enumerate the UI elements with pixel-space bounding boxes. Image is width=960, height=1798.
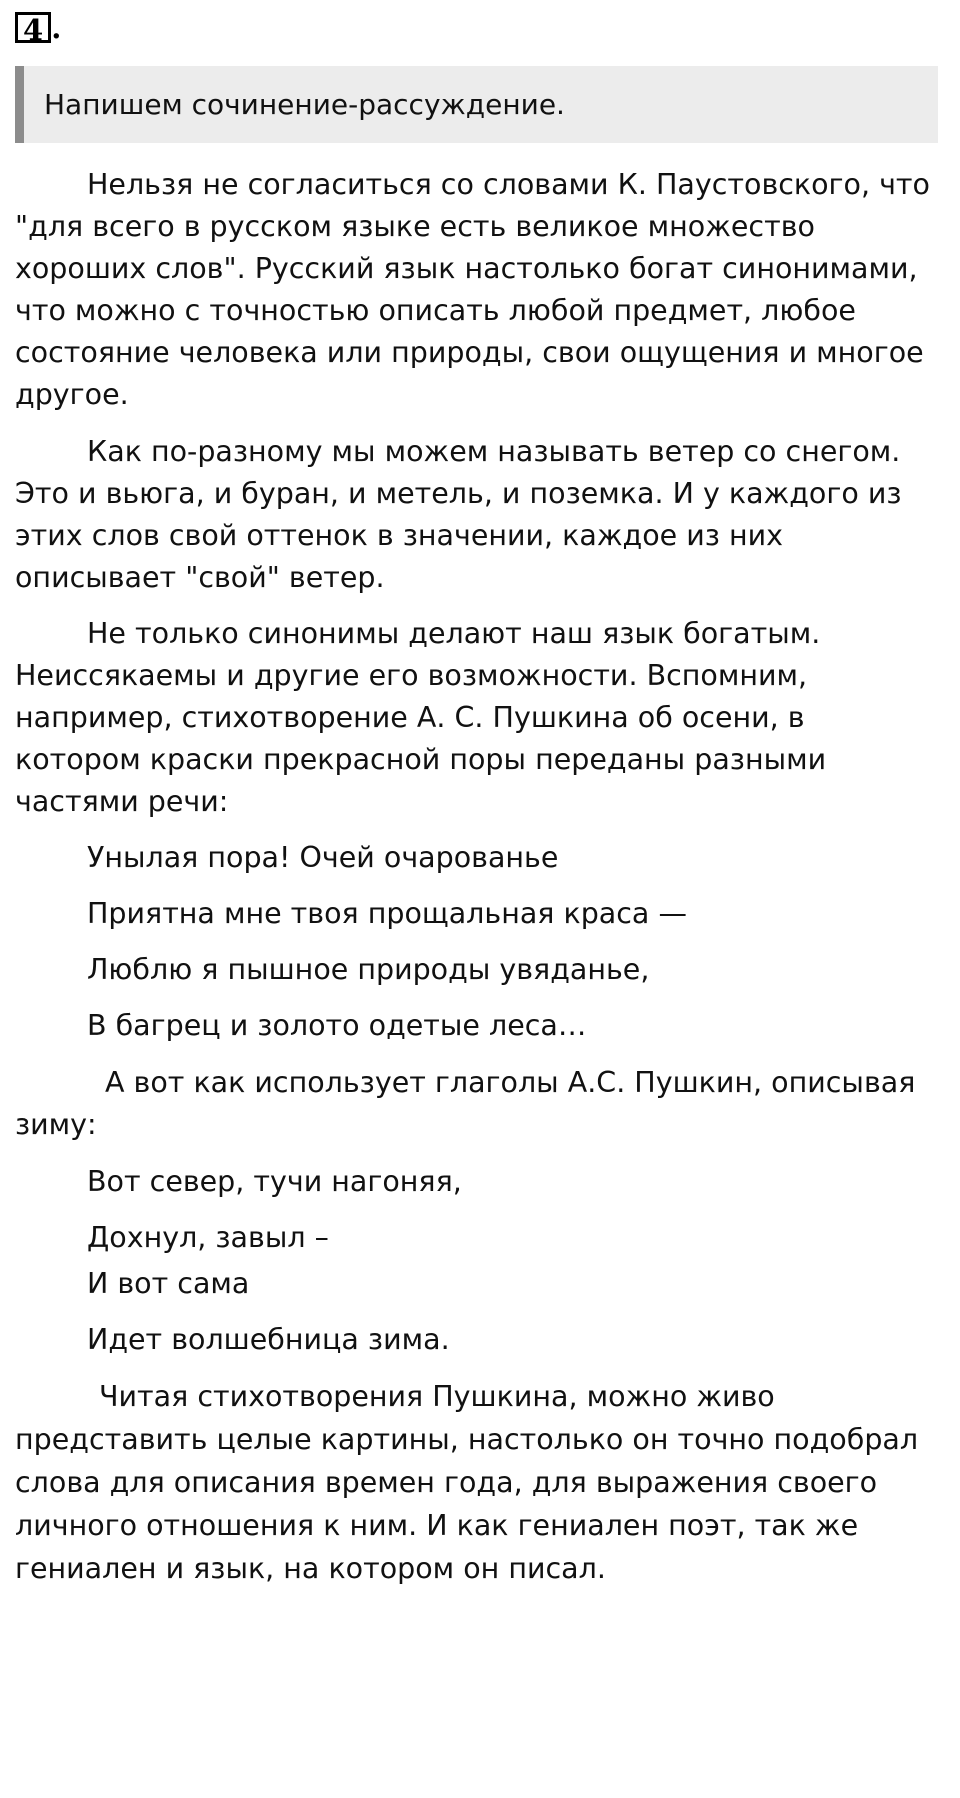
paragraph-line: "для всего в русском языке есть великое множество	[15, 210, 815, 243]
paragraph-line: котором краски прекрасной поры переданы разными	[15, 743, 827, 776]
paragraph-line: хороших слов". Русский язык настолько богат синонимами,	[15, 252, 918, 285]
task-number-dot: .	[51, 11, 62, 45]
paragraph-line: частями речи:	[15, 785, 229, 818]
paragraph-line: представить целые картины, настолько он точно подобрал	[15, 1423, 919, 1456]
task-number	[15, 11, 62, 47]
paragraph-line: Это и вьюга, и буран, и метель, и поземка. И у каждого из	[15, 477, 902, 510]
paragraph-line: состояние человека или природы, свои ощущения и многое	[15, 336, 924, 369]
paragraph-line: Читая стихотворения Пушкина, можно живо	[99, 1380, 775, 1413]
paragraph-line: А вот как использует глаголы А.С. Пушкин, описывая	[105, 1066, 916, 1099]
poem-line: И вот сама	[87, 1267, 250, 1300]
paragraph-line: Как по-разному мы можем называть ветер со снегом.	[87, 435, 901, 468]
poem-line: Люблю я пышное природы увяданье,	[87, 953, 650, 986]
paragraph-line: личного отношения к ним. И как гениален поэт, так же	[15, 1509, 859, 1542]
poem-line: Идет волшебница зима.	[87, 1323, 450, 1356]
poem-line: В багрец и золото одетые леса…	[87, 1009, 587, 1042]
poem-line: Унылая пора! Очей очарованье	[87, 841, 559, 874]
paragraph-line: зиму:	[15, 1108, 97, 1141]
paragraph-line: описывает "свой" ветер.	[15, 561, 385, 594]
paragraph-line: Не только синонимы делают наш язык богатым.	[87, 617, 821, 650]
paragraph-line: Нельзя не согласиться со словами К. Паустовского, что	[87, 168, 930, 201]
poem-line: Дохнул, завыл –	[87, 1221, 329, 1254]
task-instruction-banner	[15, 66, 938, 143]
poem-line: Вот север, тучи нагоняя,	[87, 1165, 462, 1198]
task-number-box: 4	[15, 12, 51, 43]
poem-line: Приятна мне твоя прощальная краса —	[87, 897, 687, 930]
paragraph-line: другое.	[15, 378, 129, 411]
paragraph-line: гениален и язык, на котором он писал.	[15, 1552, 606, 1585]
paragraph-line: этих слов свой оттенок в значении, каждое из них	[15, 519, 783, 552]
paragraph-line: Неиссякаемы и другие его возможности. Вспомним,	[15, 659, 808, 692]
task-instruction-text: Напишем сочинение-рассуждение.	[44, 88, 565, 121]
paragraph-line: слова для описания времен года, для выражения своего	[15, 1466, 878, 1499]
paragraph-line: что можно с точностью описать любой предмет, любое	[15, 294, 856, 327]
paragraph-line: например, стихотворение А. С. Пушкина об осени, в	[15, 701, 805, 734]
